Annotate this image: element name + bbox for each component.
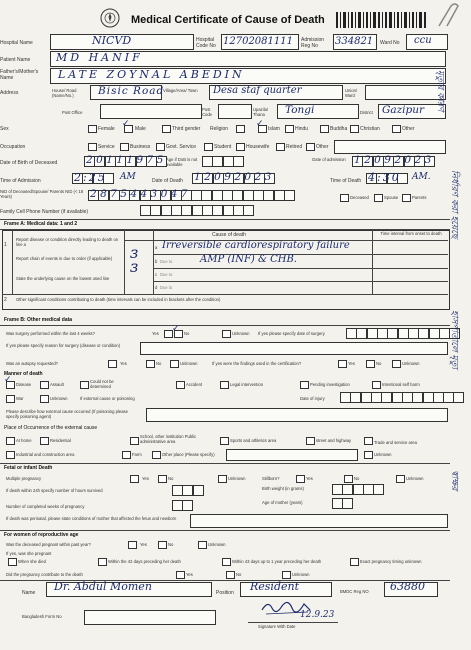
service-checkbox[interactable]	[120, 143, 129, 151]
hospital-name-value: NICVD	[92, 34, 132, 47]
religion-blank-checkbox[interactable]	[236, 125, 245, 133]
accident-checkbox[interactable]	[176, 381, 185, 389]
islam-check-mark: ✓	[256, 119, 264, 129]
injury-date-cells[interactable]	[340, 392, 464, 403]
housewife-label: Housewife	[246, 144, 270, 150]
student-label: Student	[214, 144, 232, 150]
nid-value: 2875443047	[90, 188, 191, 200]
admission-reg-value: 334821	[335, 36, 374, 47]
findings-no-checkbox[interactable]	[366, 360, 375, 368]
female-label: Female	[98, 126, 115, 132]
place-title: Place of Occurrence of the external cause	[4, 425, 98, 431]
government-emblem-icon	[100, 8, 120, 28]
admission-reg-label: Admission Reg No	[301, 37, 325, 49]
time-of-death-ampm: AM.	[412, 172, 431, 182]
christian-checkbox[interactable]	[350, 125, 359, 133]
stillborn-unknown-label: Unknown	[406, 476, 424, 481]
multiple-unknown-label: Unknown	[228, 476, 246, 481]
multiple-yes-label: Yes	[142, 476, 149, 481]
hospital-name-label: Hospital Name	[0, 40, 33, 46]
stillborn-no-checkbox[interactable]	[344, 475, 353, 483]
sports-checkbox[interactable]	[220, 437, 229, 445]
line-b-label: b	[155, 259, 158, 264]
other-place-checkbox[interactable]	[152, 451, 161, 459]
farm-label: Farm	[132, 452, 142, 457]
q-findings: If yes were the findings used in the certification?	[212, 361, 302, 366]
manner-unknown-checkbox[interactable]	[40, 395, 49, 403]
school-checkbox[interactable]	[130, 437, 139, 445]
multiple-yes-checkbox[interactable]	[130, 475, 139, 483]
deceased-label: Deceased	[350, 195, 369, 200]
hindu-label: Hindu	[295, 126, 309, 132]
bmdc-label: BMDC Reg NO	[340, 589, 369, 594]
hospital-code-value: 12702081111	[223, 36, 293, 47]
buddha-label: Buddha	[330, 126, 348, 132]
sign-date: 12.9.23	[300, 610, 335, 620]
side-note-d: স্বাক্ষর	[449, 470, 459, 491]
contributed-no-checkbox[interactable]	[226, 571, 235, 579]
occupation-blank-checkbox[interactable]	[88, 143, 97, 151]
handwritten-arrows: ɜ ɜ	[130, 243, 139, 276]
perinatal-label: If death was perinatal, please state conditions of mother that affected the fetus and newborn	[6, 516, 177, 521]
could-not-checkbox[interactable]	[80, 381, 89, 389]
contributed-unknown-label: Unknown	[292, 572, 310, 577]
pending-label: Pending investigation	[310, 382, 350, 387]
residential-checkbox[interactable]	[40, 437, 49, 445]
pregnant-unknown-label: Unknown	[208, 542, 226, 547]
islam-label: Islam	[268, 126, 280, 132]
age-if-dob-label: Age if DoB is not available	[166, 157, 198, 167]
sports-label: Sports and athletics area	[230, 438, 277, 443]
fetal-title: Fetal or infant Death	[4, 465, 53, 471]
position-value: Resident	[250, 580, 300, 593]
service-label: Service	[98, 144, 115, 150]
line-a-label: a	[155, 245, 158, 250]
could-not-label: Could not be determined	[90, 379, 114, 389]
christian-label: Christian	[360, 126, 380, 132]
q-surgery: Was surgery performed within the last 4 weeks?	[6, 331, 95, 336]
date-of-death-value: 12092023	[194, 171, 275, 183]
business-label: Business	[130, 144, 151, 150]
stillborn-unknown-checkbox[interactable]	[396, 475, 405, 483]
other-religion-label: Other	[402, 126, 415, 132]
time-of-admission-label: Time of Admission	[0, 178, 41, 184]
surgery-yes-label: Yes	[152, 331, 159, 336]
autopsy-no-checkbox[interactable]	[146, 360, 155, 368]
manner-title: Manner of death	[4, 371, 43, 377]
war-checkbox[interactable]	[6, 395, 15, 403]
autopsy-unknown-label: Unknown	[180, 361, 198, 366]
village-area-label: Village/Area/ Town	[163, 88, 198, 93]
birth-weight-label: Birth weight (in grams)	[262, 486, 304, 491]
side-note-b: নির্ধারণ করা হয়েছে	[449, 170, 459, 239]
surgery-no-check-mark: ✓	[172, 324, 180, 334]
multiple-no-checkbox[interactable]	[158, 475, 167, 483]
contributed-yes-checkbox[interactable]	[176, 571, 185, 579]
side-note-c: হাসপাতালে মৃত্যু	[449, 310, 459, 369]
frame-a-line-number-1: 1	[4, 242, 7, 248]
trade-label: Trade and service area	[374, 440, 417, 445]
school-label: School, other institution Public administrative area	[140, 434, 197, 444]
surgery-reason-field[interactable]	[140, 342, 448, 355]
stillborn-yes-checkbox[interactable]	[296, 475, 305, 483]
upazila-value: Tongi	[285, 104, 315, 116]
post-office-field[interactable]	[100, 104, 202, 119]
ward-no-label: Ward No	[380, 40, 400, 46]
contributed-unknown-checkbox[interactable]	[282, 571, 291, 579]
govt-service-label: Govt. Service	[166, 144, 197, 150]
occupation-label: Occupation	[0, 144, 26, 150]
surgery-unknown-checkbox[interactable]	[222, 330, 231, 338]
findings-unknown-checkbox[interactable]	[392, 360, 401, 368]
business-checkbox[interactable]	[156, 143, 165, 151]
house-road-value: Bisic Road	[98, 85, 165, 97]
self-harm-checkbox[interactable]	[372, 381, 381, 389]
pregnant-no-label: No	[168, 542, 174, 547]
spouse-checkbox[interactable]	[374, 194, 383, 202]
pregnant-no-checkbox[interactable]	[158, 541, 167, 549]
at-home-checkbox[interactable]	[6, 437, 15, 445]
assault-label: Assault	[50, 382, 64, 387]
frame-a-title: Frame A: Medical data: 1 and 2	[4, 221, 78, 227]
family-cell-cells[interactable]	[140, 205, 253, 216]
war-label: War	[16, 396, 24, 401]
farm-checkbox[interactable]	[122, 451, 131, 459]
time-of-admission-value: 2:25	[74, 171, 107, 184]
third-gender-label: Third gender	[172, 126, 201, 132]
surgery-unknown-label: Unknown	[232, 331, 250, 336]
patient-name-label: Patient Name	[0, 57, 31, 63]
third-gender-checkbox[interactable]	[162, 125, 171, 133]
stillborn-label: Stillborn?	[262, 476, 280, 481]
ward-no-value: ccu	[414, 35, 432, 46]
autopsy-unknown-checkbox[interactable]	[170, 360, 179, 368]
name-label: Name	[22, 590, 36, 596]
time-of-death-label: Time of Death	[330, 178, 362, 184]
union-ward-label: Union/ Ward	[345, 88, 358, 98]
street-checkbox[interactable]	[306, 437, 315, 445]
upazila-label: Upazila/ Thana	[253, 107, 269, 117]
disease-check-mark: ✓	[4, 375, 12, 385]
at-home-label: At home	[16, 438, 32, 443]
date-of-admission-label: Date of admission	[312, 157, 346, 162]
findings-yes-checkbox[interactable]	[338, 360, 347, 368]
father-mother-value: LATE ZOYNAL ABEDIN	[58, 68, 245, 81]
perinatal-field[interactable]	[190, 514, 448, 528]
line-d-label: d	[155, 285, 158, 290]
side-note-a: মৃত্যুর কারণ	[435, 70, 445, 112]
other-occupation-label: Other	[316, 144, 329, 150]
describe-external-field[interactable]	[146, 408, 448, 422]
retired-checkbox[interactable]	[306, 143, 315, 151]
district-value: Gazipur	[382, 104, 425, 116]
barcode-icon	[336, 12, 426, 28]
stillborn-yes-label: Yes	[306, 476, 313, 481]
other-religion-checkbox[interactable]	[392, 125, 401, 133]
deceased-checkbox[interactable]	[340, 194, 349, 202]
other-place-label: Other place (Please specify)	[162, 452, 215, 457]
other-occupation-field[interactable]	[334, 140, 446, 154]
multiple-no-label: No	[168, 476, 174, 481]
male-label: Male	[135, 126, 146, 132]
post-office-label: Post Office	[62, 110, 83, 115]
district-label: District	[360, 110, 373, 115]
row-1-label: Report disease or condition directly leading to death on line a	[16, 237, 119, 247]
stillborn-no-label: No	[354, 476, 360, 481]
form-title: Medical Certificate of Cause of Death	[131, 14, 325, 26]
name-value: Dr. Abdul Momen	[54, 580, 152, 593]
female-checkbox[interactable]	[88, 125, 97, 133]
weeks-preg-label: Number of completed weeks of pregnancy	[6, 504, 85, 509]
pending-checkbox[interactable]	[300, 381, 309, 389]
signature-label: Signature With Date	[258, 624, 296, 629]
within-43-checkbox[interactable]	[222, 558, 231, 566]
sex-label: Sex	[0, 126, 9, 132]
within-42-label: Within the 42 days preceding her death	[108, 559, 181, 564]
post-code-field[interactable]	[218, 104, 252, 119]
frame-b-title: Frame B: Other medical data	[4, 317, 73, 323]
due-to-d: Due to	[160, 285, 173, 290]
date-of-injury-label: Date of injury	[300, 396, 325, 401]
other-conditions-label: Other significant conditions contributing to death (time intervals can be included in brackets after the condition)	[16, 297, 221, 302]
frame-a-line-number-2: 2	[4, 297, 7, 303]
death-24h-label: If death within 24h specify number of hours survived	[6, 488, 103, 493]
autopsy-yes-label: Yes	[120, 361, 127, 366]
residential-label: Residential	[50, 438, 71, 443]
line-c-label: c	[155, 272, 158, 277]
exact-timing-label: Exact pregnancy timing unknown	[360, 559, 422, 564]
contributed-no-label: No	[236, 572, 242, 577]
dob-value: 20111975	[86, 154, 167, 166]
house-road-label: House/ Road (Name/No.)	[52, 88, 77, 98]
contributed-label: Did the pregnancy contribute to the death	[6, 572, 83, 577]
cause-header: Cause of death	[212, 232, 246, 238]
age-mother-cells[interactable]	[332, 498, 353, 509]
spouse-label: Spouse	[384, 195, 399, 200]
multiple-unknown-checkbox[interactable]	[218, 475, 227, 483]
time-of-admission-ampm: AM	[120, 172, 136, 182]
place-unknown-label: Unknown	[374, 452, 392, 457]
weeks-preg-cells[interactable]	[172, 500, 193, 511]
parents-label: Parents	[412, 195, 427, 200]
pregnant-unknown-checkbox[interactable]	[198, 541, 207, 549]
within-42-checkbox[interactable]	[98, 558, 107, 566]
external-poison-label: If external cause or poisoning	[80, 396, 135, 401]
findings-no-label: No	[376, 361, 382, 366]
bd-form-field[interactable]	[84, 610, 216, 625]
post-code-label: Post Code	[202, 107, 213, 117]
govt-service-checkbox[interactable]	[204, 143, 213, 151]
legal-label: Legal intervention	[230, 382, 264, 387]
age-cells[interactable]	[202, 156, 243, 167]
autopsy-no-label: No	[156, 361, 162, 366]
findings-unknown-label: Unknown	[402, 361, 420, 366]
religion-label: Religion	[210, 126, 229, 132]
self-harm-label: Intentional self harm	[382, 382, 420, 387]
multiple-preg-label: Multiple pregnancy	[6, 476, 42, 481]
pregnant-yes-checkbox[interactable]	[128, 541, 137, 549]
father-mother-label: Father's/Mother's Name	[0, 69, 39, 81]
age-mother-label: Age of mother (years)	[262, 500, 303, 505]
housewife-checkbox[interactable]	[276, 143, 285, 151]
assault-checkbox[interactable]	[40, 381, 49, 389]
row-3-label: State the underlying cause on the lowest used line	[16, 276, 110, 281]
trade-checkbox[interactable]	[364, 437, 373, 445]
patient-name-value: MD HANIF	[56, 51, 143, 64]
place-unknown-checkbox[interactable]	[364, 451, 373, 459]
village-area-value: Desa staf quarter	[213, 85, 302, 96]
was-pregnant-label: If yes, was she pregnant	[6, 551, 52, 556]
within-43-label: Within 43 days up to 1 year preceding her death	[232, 559, 322, 564]
date-of-admission-value: 12092023	[354, 154, 435, 166]
street-label: street and highway	[316, 438, 352, 443]
address-label: Address	[0, 90, 19, 96]
retired-label: Retired	[286, 144, 303, 150]
findings-yes-label: Yes	[348, 361, 355, 366]
bd-form-label: Bangladesh Form No	[22, 614, 62, 619]
legal-checkbox[interactable]	[220, 381, 229, 389]
nid-label: NID of Deceased/Spouse/ Parents NID (< 18 Years)	[0, 189, 84, 199]
disease-label: Disease	[16, 382, 32, 387]
time-of-death-value: 4:30	[368, 171, 401, 184]
due-to-b: Due to	[160, 259, 173, 264]
other-place-field[interactable]	[226, 449, 358, 461]
industrial-label: Industrial and construction area	[16, 452, 75, 457]
hours-survived-cells[interactable]	[172, 485, 203, 496]
student-checkbox[interactable]	[236, 143, 245, 151]
pregnant-past-year-label: Was the deceased pregnant within past year?	[6, 542, 91, 547]
position-label: Position	[216, 590, 234, 596]
hospital-code-label: Hospital Code No	[196, 37, 216, 49]
surgery-date-cells[interactable]	[346, 328, 459, 339]
describe-external-label: Please describe how external cause occurred (If poisoning please specify poisoning agent)	[6, 409, 128, 419]
q-autopsy: Was an autopsy requested?	[6, 361, 58, 366]
contributed-yes-label: Yes	[186, 572, 193, 577]
manner-unknown-label: Unknown	[50, 396, 68, 401]
q-surgery-date: If yes please specify date of surgery	[258, 331, 325, 336]
exact-timing-checkbox[interactable]	[350, 558, 359, 566]
autopsy-yes-checkbox[interactable]	[108, 360, 117, 368]
birth-weight-cells[interactable]	[332, 484, 384, 495]
paperclip-icon	[433, 2, 461, 30]
accident-label: Accident	[186, 382, 203, 387]
cause-a-value: Irreversible cardiorespiratory failure	[162, 240, 350, 251]
when-died-checkbox[interactable]	[8, 558, 17, 566]
buddha-checkbox[interactable]	[320, 125, 329, 133]
surgery-no-label: No	[184, 331, 190, 336]
interval-header: Time interval from onset to death	[380, 231, 442, 236]
women-title: For women of reproductive age	[4, 532, 79, 538]
family-cell-label: Family Cell Phone Number (if available)	[0, 209, 89, 215]
date-of-death-label: Date of Death	[152, 178, 183, 184]
pregnant-yes-label: Yes	[140, 542, 147, 547]
male-check-mark: ✓	[122, 119, 130, 129]
industrial-checkbox[interactable]	[6, 451, 15, 459]
due-to-c: Due to	[160, 272, 173, 277]
cause-b-value: AMP (INF) & CHB.	[200, 254, 297, 265]
when-died-label: When she died	[18, 559, 46, 564]
row-2-label: Report chain of events in due to order (if applicable)	[16, 256, 113, 261]
q-surgery-reason: If yes please specify reason for surgery (disease or condition)	[6, 343, 121, 348]
parents-checkbox[interactable]	[402, 194, 411, 202]
dob-label: Date of Birth of Deceased	[0, 160, 58, 166]
hindu-checkbox[interactable]	[285, 125, 294, 133]
bmdc-value: 63880	[390, 580, 425, 593]
